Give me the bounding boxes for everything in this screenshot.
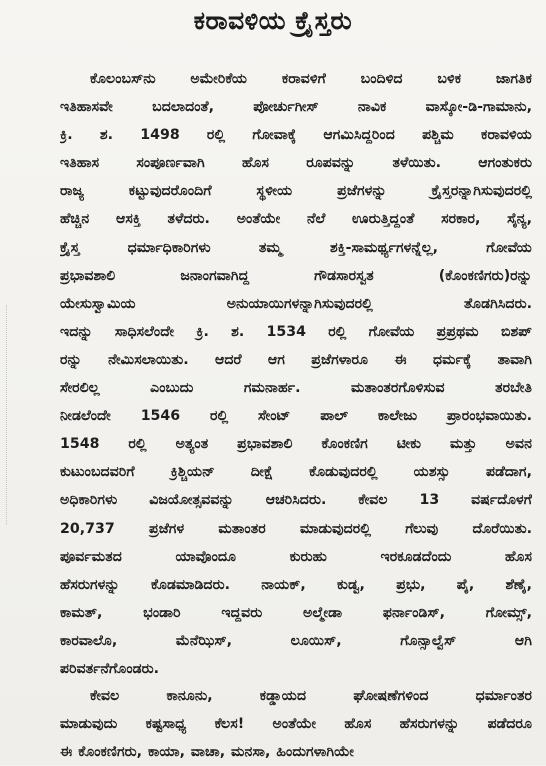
text-line: ಅಧಿಕಾರಿಗಳು ವಿಜಯೋತ್ಸವವನ್ನು ಆಚರಿಸಿದರು. ಕೇವಲ 13 ವರ್ಷದೊಳಗೆ (60, 492, 532, 509)
text-line: ಕಾರವಾಲೊ, ಮೆನೆಝಿಸ್, ಲೂಯಿಸ್, ಗೊನ್ಸಾಲ್ವೆಸ್ ಆಗಿ (60, 632, 532, 649)
margin-scan-mark (6, 305, 10, 525)
text-line: ಕುಟುಂಬದವರಿಗೆ ಕ್ರಿಶ್ಚಿಯನ್ ದೀಕ್ಷೆ ಕೊಡುವುದರಲ್ಲಿ ಯಶಸ್ಸು ಪಡೆದಾಗ, (60, 464, 532, 481)
text-line: ಕಾಮತ್, ಭಂಡಾರಿ ಇದ್ದವರು ಅಲ್ಮೇಡಾ ಫರ್ನಾಂಡಿಸ್, ಗೋಮ್ಸ್, (60, 604, 532, 621)
text-line: ಯೇಸುಸ್ವಾಮಿಯ ಅನುಯಾಯಿಗಳನ್ನಾಗಿಸುವುದರಲ್ಲಿ ತೊಡಗಿಸಿದರು. (60, 295, 532, 312)
text-line: ಇತಿಹಾಸವೇ ಬದಲಾದಂತೆ, ಪೋರ್ಚುಗೀಸ್ ನಾವಿಕ ವಾಸ್ಕೋ-ಡಿ-ಗಾಮಾನು, (60, 99, 532, 116)
text-line: ಕೊಲಂಬಸ್‌ನು ಅಮೇರಿಕೆಯ ಕರಾವಳಿಗೆ ಬಂದಿಳಿದ ಬಳಿಕ ಜಾಗತಿಕ (90, 71, 532, 87)
text-line: ಮಾಡುವುದು ಕಷ್ಟಸಾಧ್ಯ ಕೆಲಸ! ಅಂತೆಯೇ ಹೊಸ ಹೆಸರುಗಳನ್ನು ಪಡೆದರೂ (60, 716, 532, 733)
text-line: ಇತಿಹಾಸ ಸಂಪೂರ್ಣವಾಗಿ ಹೊಸ ರೂಪವನ್ನು ತಳೆಯಿತು. ಆಗಂತುಕರು (60, 155, 532, 172)
text-line: ಪೂರ್ವಮತದ ಯಾವೊಂದೂ ಕುರುಹು ಇರಕೂಡದೆಂದು ಹೊಸ (60, 548, 532, 565)
text-line: ಸೇರಲಿಲ್ಲ ಎಂಬುದು ಗಮನಾರ್ಹ. ಮತಾಂತರಗೊಳಿಸುವ ತರಬೇತಿ (60, 380, 532, 397)
text-line: ಇದನ್ನು ಸಾಧಿಸಲೆಂದೇ ಕ್ರಿ. ಶ. 1534 ರಲ್ಲಿ ಗೋವೆಯ ಪ್ರಪ್ರಥಮ ಬಿಶಪ್ (60, 323, 532, 340)
text-line: ನೀಡಲೆಂದೇ 1546 ರಲ್ಲಿ ಸೇಂಟ್ ಪಾಲ್ ಕಾಲೇಜು ಪ್ರಾರಂಭವಾಯಿತು. (60, 408, 532, 425)
text-line: ಪರಿವರ್ತನೆಗೊಂಡರು. (60, 660, 160, 677)
page-title: ಕರಾವಳಿಯ ಕ್ರೈಸ್ತರು (193, 6, 353, 35)
text-line: ಪ್ರಭಾವಶಾಲಿ ಜನಾಂಗವಾಗಿದ್ದ ಗೌಡಸಾರಸ್ವತ (ಕೊಂಕಣಿಗರು)ರನ್ನು (60, 267, 532, 284)
text-line: 20,737 ಪ್ರಜೆಗಳ ಮತಾಂತರ ಮಾಡುವುದರಲ್ಲಿ ಗೆಲುವು ದೊರೆಯಿತು. (60, 520, 532, 537)
text-line: ಈ ಕೊಂಕಣಿಗರು, ಕಾಯಾ, ವಾಚಾ, ಮನಸಾ, ಹಿಂದುಗಳಾಗಿಯೇ (60, 744, 355, 761)
text-line: ಹೆಸರುಗಳನ್ನು ಕೊಡಮಾಡಿದರು. ನಾಯಕ್, ಕುಡ್ವ, ಪ್ರಭು, ಪೈ, ಶೆಣೈ, (60, 576, 532, 593)
text-line: ಹೆಚ್ಚಿನ ಆಸಕ್ತಿ ತಳೆದರು. ಅಂತೆಯೇ ನೆಲೆ ಊರುತ್ತಿದ್ದಂತೆ ಸರಕಾರ, ಸೈನ್ಯ, (60, 211, 532, 228)
text-line: ರನ್ನು ನೇಮಿಸಲಾಯಿತು. ಆದರೆ ಆಗ ಪ್ರಜೆಗಳಾರೂ ಈ ಧರ್ಮಕ್ಕೆ ತಾವಾಗಿ (60, 351, 532, 368)
text-line: ಕ್ರೈಸ್ತ ಧರ್ಮಾಧಿಕಾರಿಗಳು ತಮ್ಮ ಶಕ್ತಿ-ಸಾಮರ್ಥ್ಯಗಳನ್ನೆಲ್ಲ, ಗೋವೆಯ (60, 239, 532, 256)
text-line: 1548 ರಲ್ಲಿ ಅತ್ಯಂತ ಪ್ರಭಾವಶಾಲಿ ಕೊಂಕಣಿಗ ಟೀಕು ಮತ್ತು ಅವನ (60, 436, 532, 453)
paragraph-2 (60, 682, 532, 766)
text-line: ಕ್ರಿ. ಶ. 1498 ರಲ್ಲಿ ಗೋವಾಕ್ಕೆ ಆಗಮಿಸಿದ್ದರಿಂದ ಪಶ್ಚಿಮ ಕರಾವಳಿಯ (60, 127, 532, 144)
text-line: ಕೇವಲ ಕಾನೂನು, ಕಡ್ಡಾಯದ ಘೋಷಣೆಗಳಿಂದ ಧರ್ಮಾಂತರ (90, 688, 532, 704)
text-line: ರಾಜ್ಯ ಕಟ್ಟುವುದರೊಂದಿಗೆ ಸ್ಥಳೀಯ ಪ್ರಜೆಗಳನ್ನು ಕ್ರೈಸ್ತರನ್ನಾಗಿಸುವುದರಲ್ಲಿ (60, 183, 532, 200)
paragraph-1 (60, 65, 532, 683)
